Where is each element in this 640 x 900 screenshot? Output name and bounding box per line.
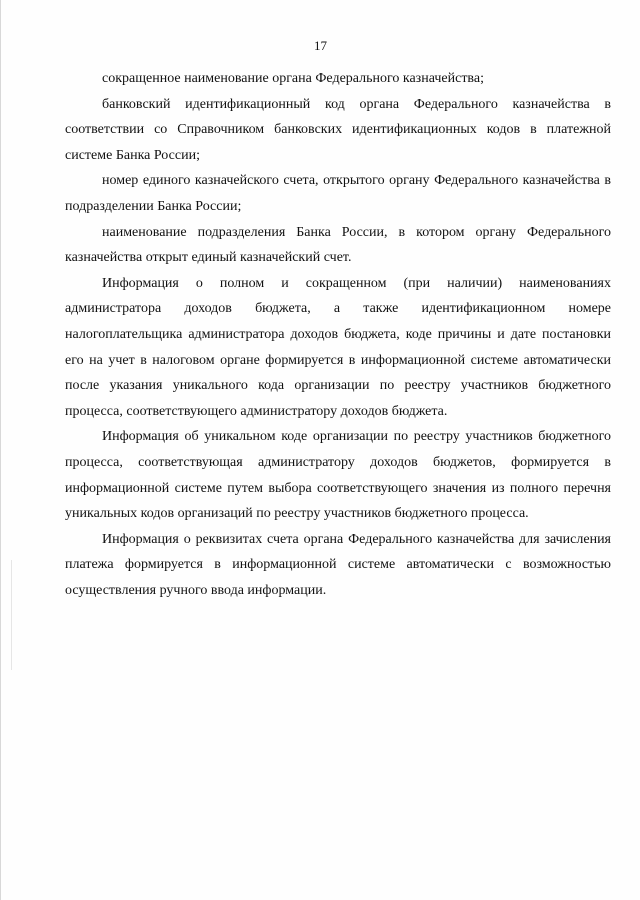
scan-edge-mark (11, 560, 12, 670)
paragraph-2: банковский идентификационный код органа Федерального казначейства в соответствии со Справочником банковских идентификационных кодов в платежной системе Банка России; (65, 96, 611, 163)
document-body (65, 66, 611, 603)
paragraph-1: сокращенное наименование органа Федерального казначейства; (102, 71, 484, 86)
paragraph-7: Информация о реквизитах счета органа Федерального казначейства для зачисления платежа формируется в информационной системе автоматически с возможностью осуществления ручного ввода информации. (65, 531, 611, 598)
paragraph-3: номер единого казначейского счета, открытого органу Федерального казначейства в подразделении Банка России; (65, 173, 611, 214)
page-number: 17 (314, 38, 327, 53)
paragraph-4: наименование подразделения Банка России, в котором органу Федерального казначейства открыт единый казначейский счет. (65, 224, 611, 266)
paragraph-5: Информация о полном и сокращенном (при наличии) наименованиях администратора доходов бюджета, а также идентификационном номере налогоплательщика администратора доходов бюджета, коде причины и дате постановки его на учет в налоговом органе формируется в информационной системе автоматически после указания уникального кода организации по реестру участников бюджетного процесса, соответствующего администратору доходов бюджета. (65, 275, 611, 419)
paragraph-6: Информация об уникальном коде организации по реестру участников бюджетного процесса, соответствующая администратору доходов бюджетов, формируется в информационной системе путем выбора соответствующего значения из полного перечня уникальных кодов организаций по реестру участников бюджетного процесса. (65, 429, 611, 522)
